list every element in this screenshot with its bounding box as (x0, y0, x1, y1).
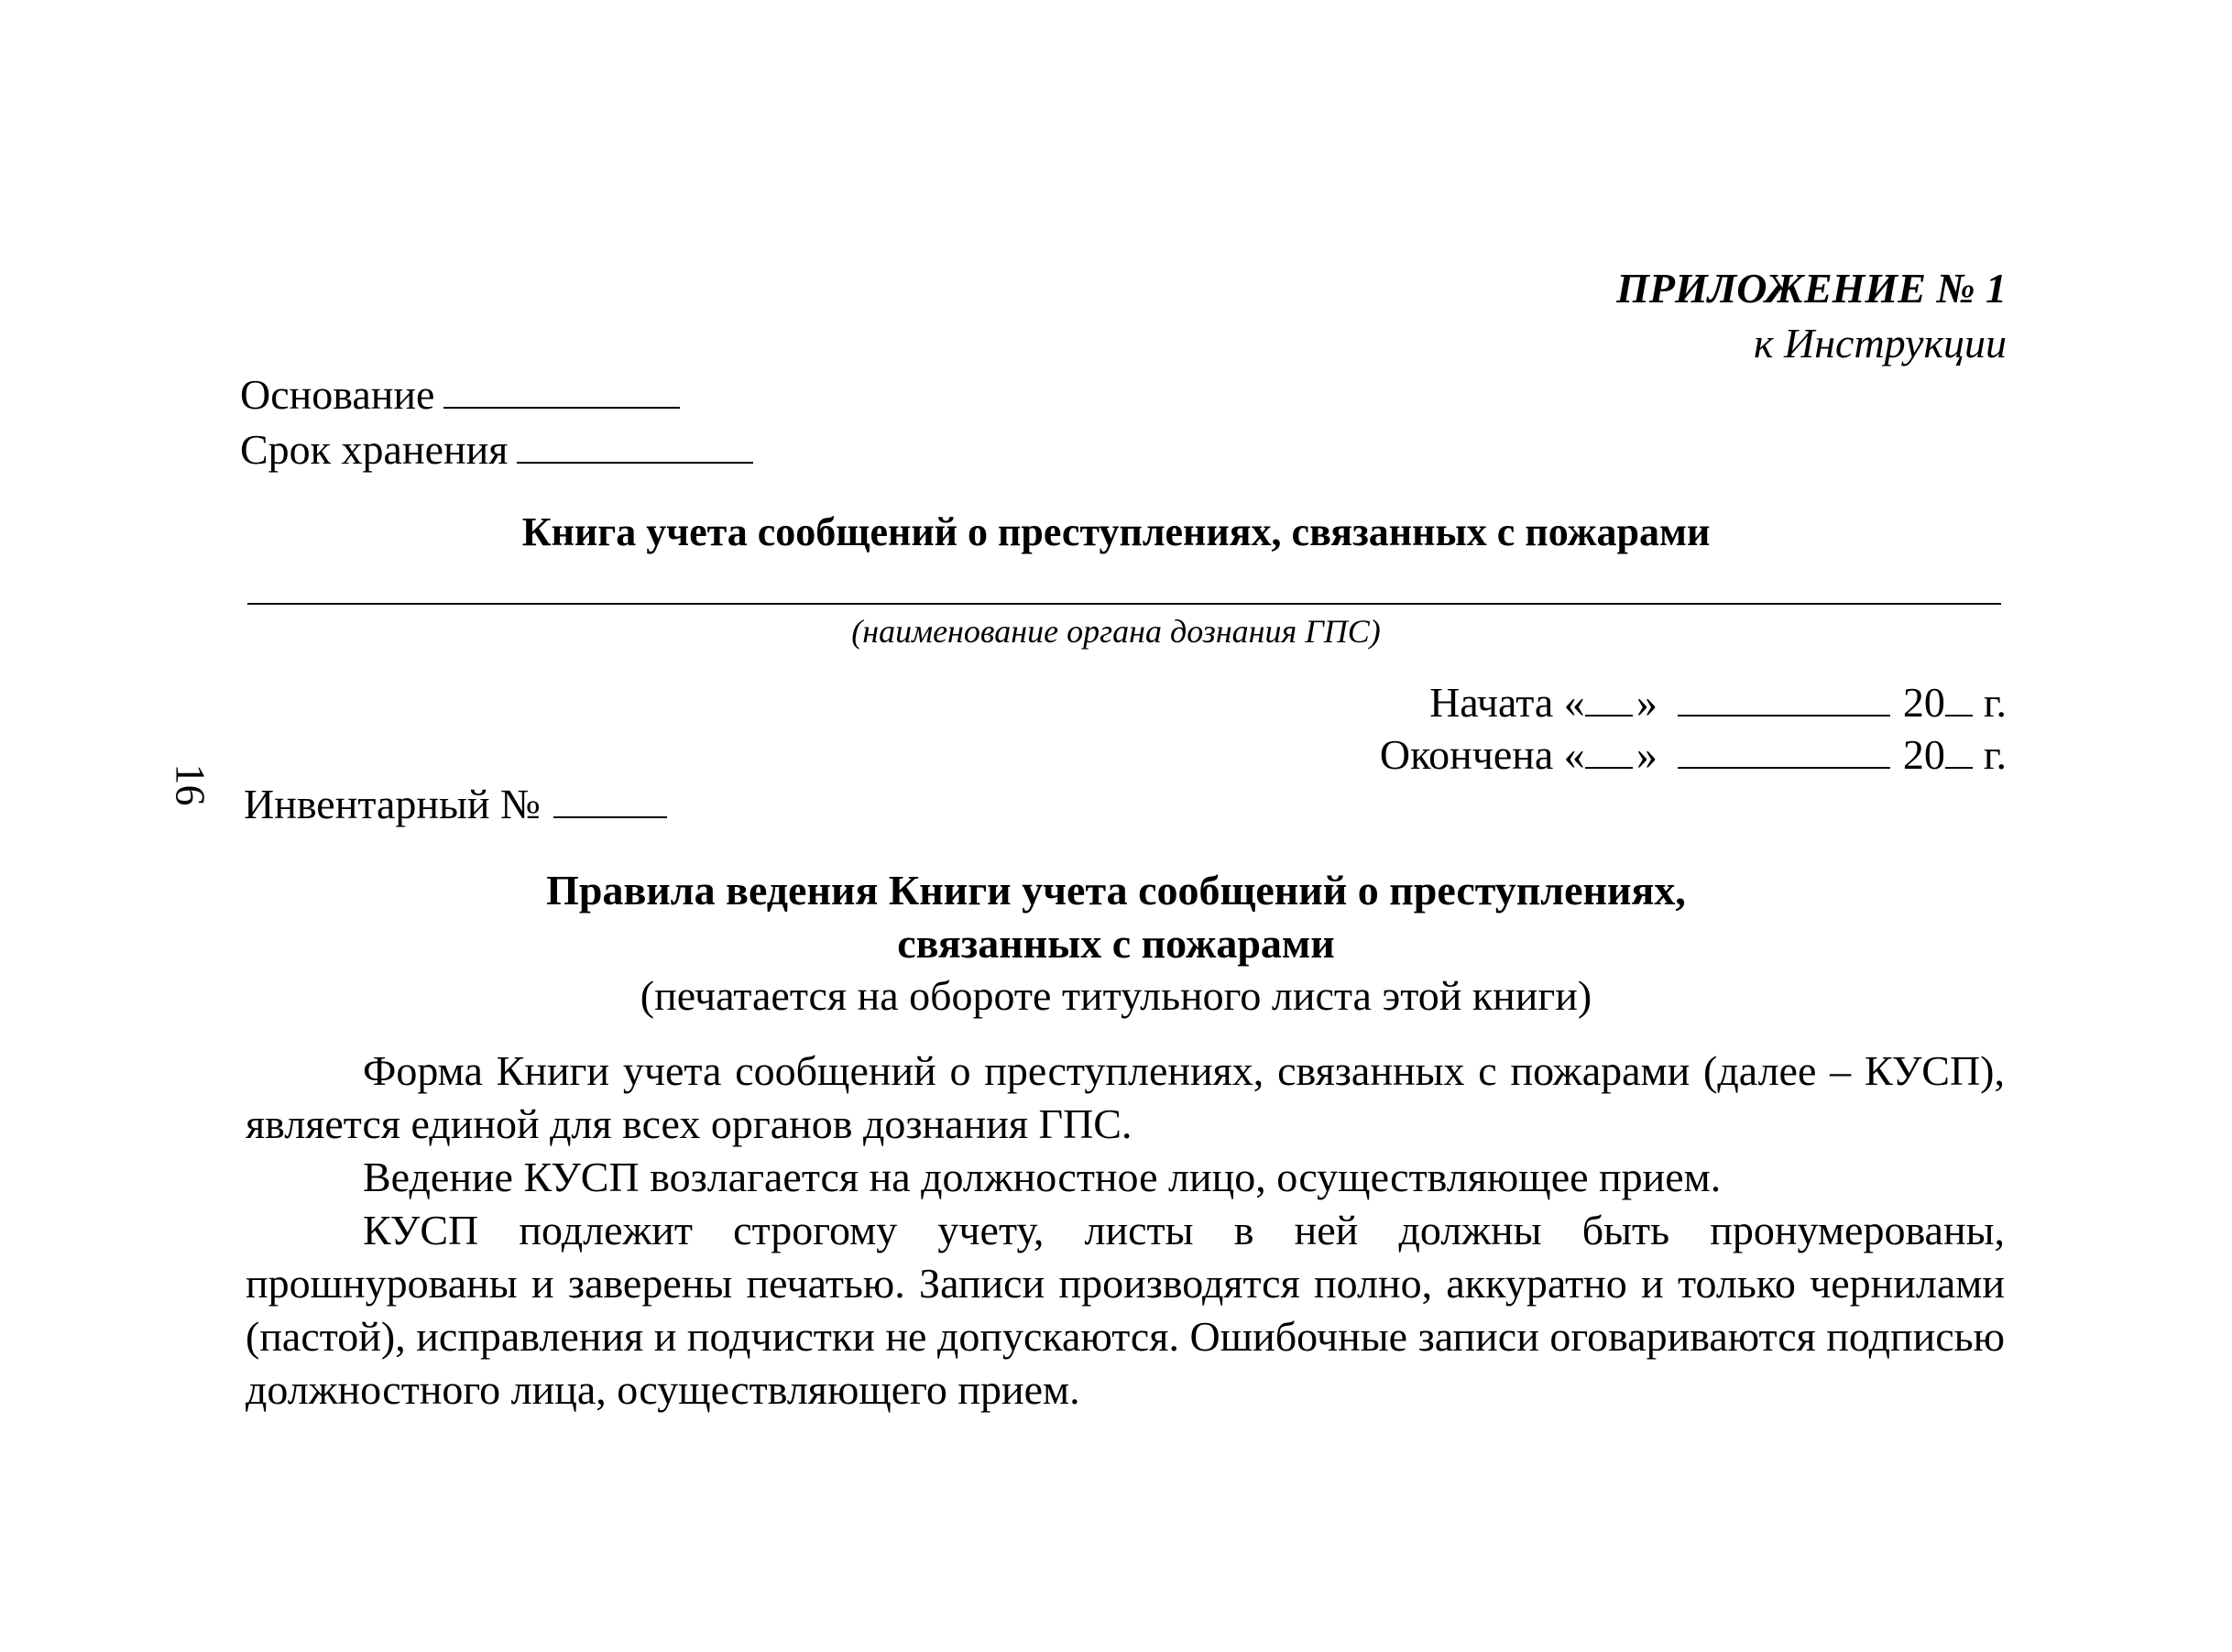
rules-paragraph: КУСП подлежит строгому учету, листы в ней должны быть пронумерованы, прошнурованы и заверены печатью. Записи производятся полно, аккуратно и только чернилами (пастой), исправления и подчистки не допускаются. Ошибочные записи оговариваются подписью должностного лица, осуществляющего прием. (246, 1207, 2005, 1413)
started-label: Начата « (1429, 679, 1585, 726)
basis-field (240, 371, 680, 420)
started-year-prefix: 20 (1902, 679, 1945, 726)
ended-label: Окончена « (1379, 731, 1585, 778)
appendix-subtitle: к Инструкции (1753, 320, 2007, 367)
rules-paragraph: Ведение КУСП возлагается на должностное лицо, осуществляющее прием. (363, 1154, 1722, 1200)
storage-blank-line (517, 461, 753, 464)
org-name-line (247, 603, 2001, 605)
inventory-label: Инвентарный № (244, 781, 541, 827)
rules-note: (печатается на обороте титульного листа этой книги) (640, 972, 1592, 1019)
ended-day-blank (1585, 766, 1633, 769)
ended-year-blank (1945, 766, 1973, 769)
storage-label: Срок хранения (240, 426, 509, 473)
started-quote-close: » (1636, 679, 1658, 726)
rules-paragraph: Форма Книги учета сообщений о преступлениях, связанных с пожарами (далее – КУСП), является единой для всех органов дознания ГПС. (246, 1047, 2005, 1147)
basis-label: Основание (240, 371, 435, 418)
inventory-field (244, 781, 667, 829)
org-caption: (наименование органа дознания ГПС) (851, 613, 1381, 650)
started-month-blank (1678, 714, 1890, 717)
rules-body (246, 1045, 2005, 1417)
ended-month-blank (1678, 766, 1890, 769)
ended-year-suffix: г. (1983, 731, 2007, 778)
ended-date-line (1380, 730, 2007, 779)
started-date-line (1429, 678, 2007, 727)
rules-title-line2: связанных с пожарами (897, 920, 1335, 967)
started-year-blank (1945, 714, 1973, 717)
rules-title-line1: Правила ведения Книги учета сообщений о преступлениях, (546, 867, 1686, 914)
appendix-title: ПРИЛОЖЕНИЕ № 1 (1616, 265, 2007, 312)
started-year-suffix: г. (1983, 679, 2007, 726)
page-number: 16 (167, 763, 214, 806)
ended-quote-close: » (1636, 731, 1658, 778)
storage-field (240, 426, 753, 475)
started-day-blank (1585, 714, 1633, 717)
inventory-blank-line (553, 815, 667, 818)
book-title: Книга учета сообщений о преступлениях, связанных с пожарами (521, 509, 1711, 554)
basis-blank-line (443, 406, 680, 409)
ended-year-prefix: 20 (1902, 731, 1945, 778)
